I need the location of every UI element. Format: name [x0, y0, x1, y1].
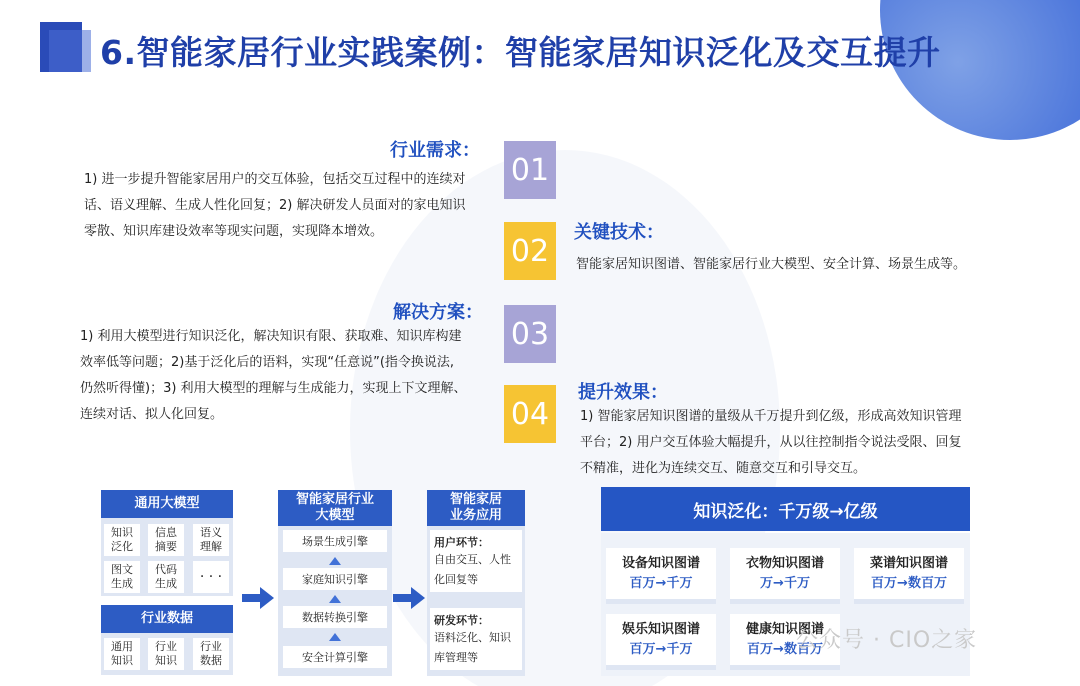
- number-badge-01: 01: [504, 141, 556, 199]
- user-stage-line: 自由交互、人性: [434, 553, 511, 566]
- number-badge-03: 03: [504, 305, 556, 363]
- demand-title: 行业需求：: [390, 140, 480, 161]
- up-arrow-icon: [329, 557, 341, 565]
- industry-data-title: 行业数据: [101, 605, 233, 633]
- tech-line: 智能家居知识图谱、智能家居行业大模型、安全计算、场景生成等。: [576, 257, 967, 272]
- capability-cell: 图文 生成: [104, 561, 140, 593]
- page-title: 6.智能家居行业实践案例：智能家居知识泛化及交互提升: [100, 33, 941, 72]
- knowledge-card-name: 健康知识图谱: [745, 621, 824, 637]
- demand-line: 1) 进一步提升智能家居用户的交互体验，包括交互过程中的连续对: [84, 172, 466, 187]
- knowledge-card: [606, 614, 716, 670]
- knowledge-card: [606, 548, 716, 604]
- knowledge-card-range: 百万→千万: [629, 575, 693, 591]
- knowledge-card-name: 娱乐知识图谱: [621, 621, 700, 637]
- capability-cell: 知识 泛化: [104, 524, 140, 556]
- capability-cell: · · ·: [193, 561, 229, 593]
- solution-title: 解决方案：: [393, 302, 483, 323]
- demand-text: [84, 167, 504, 245]
- demand-line: 话、语义理解、生成人性化回复；2) 解决研发人员面对的家电知识: [84, 198, 466, 213]
- engine-item: 安全计算引擎: [283, 646, 387, 668]
- user-stage-text: [434, 550, 511, 590]
- knowledge-card-range: 百万→数百万: [871, 575, 947, 591]
- solution-line: 仍然听得懂)；3) 利用大模型的理解与生成能力，实现上下文理解、: [80, 381, 467, 396]
- knowledge-card-name: 菜谱知识图谱: [869, 555, 948, 571]
- knowledge-card-range: 百万→数百万: [747, 641, 823, 657]
- flow-arrow: [393, 587, 425, 609]
- effect-line: 不精准，进化为连续交互、随意交互和引导交互。: [580, 461, 867, 476]
- effect-text: [580, 404, 980, 482]
- dev-stage-text: [434, 628, 511, 668]
- knowledge-card-range: 百万→千万: [629, 641, 693, 657]
- general-model-title: 通用大模型: [101, 490, 233, 518]
- engine-item: 场景生成引擎: [283, 530, 387, 552]
- solution-line: 效率低等问题；2)基于泛化后的语料，实现“任意说”(指令换说法,: [80, 355, 455, 370]
- user-stage-line: 化回复等: [434, 573, 478, 586]
- capability-cell: 语义 理解: [193, 524, 229, 556]
- solution-line: 1) 利用大模型进行知识泛化，解决知识有限、获取难、知识库构建: [80, 329, 462, 344]
- number-badge-04: 04: [504, 385, 556, 443]
- knowledge-card-name: 衣物知识图谱: [745, 555, 824, 571]
- watermark: 公众号 · CIO之家: [796, 628, 978, 653]
- dev-stage-heading: 研发环节：: [434, 614, 489, 627]
- dev-stage-line: 语料泛化、知识: [434, 631, 511, 644]
- solution-line: 连续对话、拟人化回复。: [80, 407, 224, 422]
- knowledge-card-range: 万→千万: [760, 575, 810, 591]
- title-accent-block: [40, 22, 82, 72]
- data-cell: 通用 知识: [104, 638, 140, 670]
- up-arrow-icon: [329, 595, 341, 603]
- application-title: 智能家居 业务应用: [427, 490, 525, 526]
- capability-cell: 代码 生成: [148, 561, 184, 593]
- data-cell: 行业 知识: [148, 638, 184, 670]
- user-stage-heading: 用户环节：: [434, 536, 489, 549]
- number-badge-02: 02: [504, 222, 556, 280]
- data-cell: 行业 数据: [193, 638, 229, 670]
- demand-line: 零散、知识库建设效率等现实问题，实现降本增效。: [84, 224, 384, 239]
- tech-title: 关键技术：: [574, 222, 664, 243]
- dev-stage-line: 库管理等: [434, 651, 478, 664]
- capability-cell: 信息 摘要: [148, 524, 184, 556]
- effect-title: 提升效果：: [578, 382, 668, 403]
- up-arrow-icon: [329, 633, 341, 641]
- knowledge-card: [730, 548, 840, 604]
- knowledge-card-name: 设备知识图谱: [621, 555, 700, 571]
- engine-item: 数据转换引擎: [283, 606, 387, 628]
- smart-model-title: 智能家居行业 大模型: [278, 490, 392, 526]
- knowledge-banner: 知识泛化：千万级→亿级: [601, 487, 970, 531]
- engine-item: 家庭知识引擎: [283, 568, 387, 590]
- effect-line: 1) 智能家居知识图谱的量级从千万提升到亿级，形成高效知识管理: [580, 409, 962, 424]
- tech-text: [576, 252, 996, 278]
- effect-line: 平台；2) 用户交互体验大幅提升，从以往控制指令说法受限、回复: [580, 435, 962, 450]
- flow-arrow: [242, 587, 274, 609]
- knowledge-card: [854, 548, 964, 604]
- solution-text: [80, 324, 500, 428]
